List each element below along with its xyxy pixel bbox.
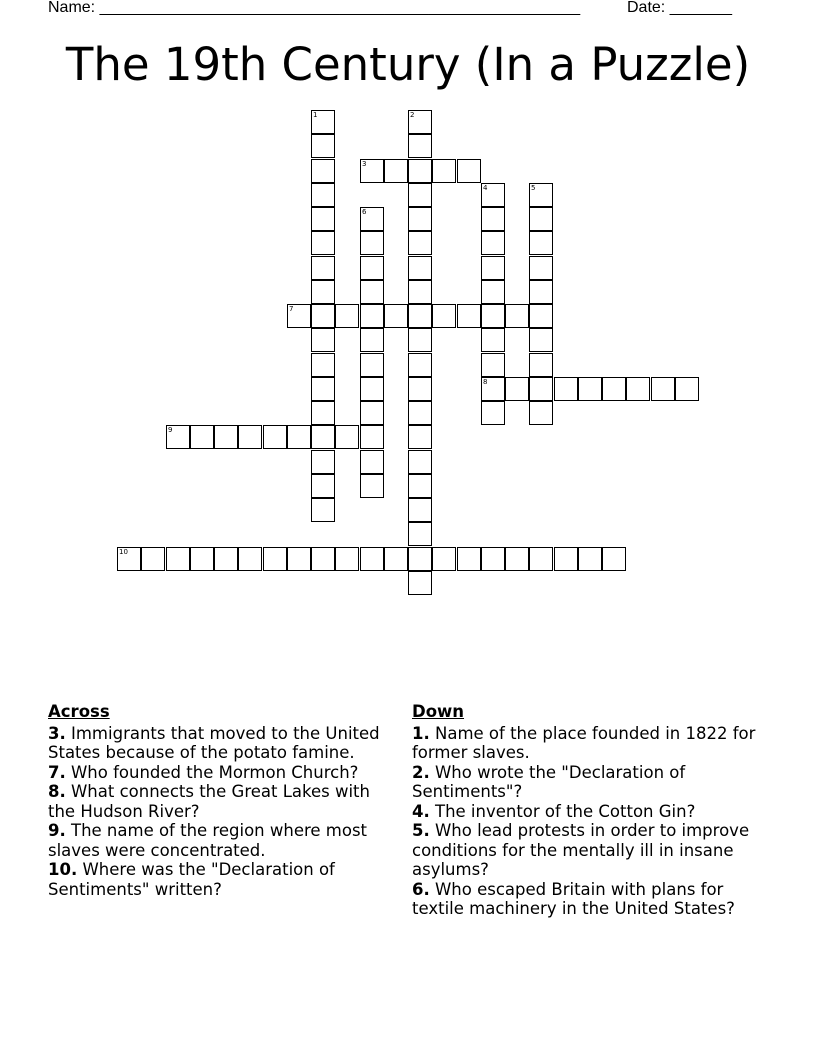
grid-cell[interactable] — [287, 304, 311, 328]
grid-cell[interactable] — [408, 110, 432, 134]
grid-cell[interactable] — [360, 328, 384, 352]
clue-number: 1 — [313, 111, 318, 119]
grid-cell[interactable] — [529, 377, 553, 401]
clue-item-text: Who wrote the "Declaration of Sentiments"? — [412, 762, 686, 801]
grid-cell[interactable] — [360, 425, 384, 449]
clue-item-number: 2. — [412, 762, 430, 782]
grid-cell[interactable] — [360, 280, 384, 304]
grid-cell[interactable] — [141, 547, 165, 571]
grid-cell[interactable] — [408, 304, 432, 328]
grid-cell[interactable] — [457, 304, 481, 328]
grid-cell[interactable] — [651, 377, 675, 401]
grid-cell[interactable] — [311, 304, 335, 328]
grid-cell[interactable] — [408, 571, 432, 595]
grid-cell[interactable] — [311, 207, 335, 231]
clue-item — [48, 860, 388, 899]
clue-item-number: 1. — [412, 723, 430, 743]
grid-cell[interactable] — [529, 328, 553, 352]
clue-item — [412, 802, 772, 822]
grid-cell[interactable] — [481, 280, 505, 304]
grid-cell[interactable] — [360, 547, 384, 571]
grid-cell[interactable] — [360, 450, 384, 474]
grid-cell[interactable] — [529, 353, 553, 377]
grid-cell[interactable] — [214, 547, 238, 571]
grid-cell[interactable] — [263, 547, 287, 571]
grid-cell[interactable] — [311, 110, 335, 134]
across-clues — [48, 702, 388, 899]
clue-number: 9 — [168, 426, 173, 434]
grid-cell[interactable] — [311, 183, 335, 207]
clue-number: 5 — [531, 184, 536, 192]
grid-cell[interactable] — [311, 134, 335, 158]
grid-cell[interactable] — [311, 231, 335, 255]
grid-cell[interactable] — [287, 547, 311, 571]
clue-item-text: The name of the region where most slaves were concentrated. — [48, 821, 368, 860]
grid-cell[interactable] — [505, 304, 529, 328]
clue-number: 10 — [119, 548, 128, 556]
grid-cell[interactable] — [481, 547, 505, 571]
grid-cell[interactable] — [335, 547, 359, 571]
grid-cell[interactable] — [214, 425, 238, 449]
grid-cell[interactable] — [311, 425, 335, 449]
grid-cell[interactable] — [408, 474, 432, 498]
grid-cell[interactable] — [190, 547, 214, 571]
grid-cell[interactable] — [529, 280, 553, 304]
grid-cell[interactable] — [529, 183, 553, 207]
grid-cell[interactable] — [360, 256, 384, 280]
grid-cell[interactable] — [408, 183, 432, 207]
grid-cell[interactable] — [529, 207, 553, 231]
grid-cell[interactable] — [238, 547, 262, 571]
grid-cell[interactable] — [578, 547, 602, 571]
grid-cell[interactable] — [311, 159, 335, 183]
clue-item-text: Who escaped Britain with plans for textile machinery in the United States? — [412, 879, 735, 918]
grid-cell[interactable] — [166, 425, 190, 449]
grid-cell[interactable] — [408, 159, 432, 183]
grid-cell[interactable] — [602, 377, 626, 401]
grid-cell[interactable] — [408, 256, 432, 280]
grid-cell[interactable] — [311, 450, 335, 474]
grid-cell[interactable] — [311, 377, 335, 401]
grid-cell[interactable] — [311, 256, 335, 280]
grid-cell[interactable] — [384, 547, 408, 571]
grid-cell[interactable] — [529, 231, 553, 255]
grid-cell[interactable] — [408, 353, 432, 377]
grid-cell[interactable] — [481, 256, 505, 280]
clue-item-number: 7. — [48, 762, 66, 782]
clue-item-text: Who lead protests in order to improve conditions for the mentally ill in insane asylums? — [412, 821, 750, 879]
grid-cell[interactable] — [408, 231, 432, 255]
clue-number: 2 — [410, 111, 415, 119]
grid-cell[interactable] — [263, 425, 287, 449]
grid-cell[interactable] — [360, 401, 384, 425]
down-clues — [412, 702, 772, 919]
clue-item-number: 8. — [48, 782, 66, 801]
grid-cell[interactable] — [117, 547, 141, 571]
clue-item — [412, 821, 772, 880]
down-heading: Down — [412, 702, 465, 721]
clue-item-text: What connects the Great Lakes with the Hudson River? — [48, 782, 370, 821]
grid-cell[interactable] — [505, 377, 529, 401]
grid-cell[interactable] — [554, 377, 578, 401]
grid-cell[interactable] — [675, 377, 699, 401]
date-field[interactable]: Date: _______ — [627, 0, 732, 16]
grid-cell[interactable] — [311, 474, 335, 498]
grid-cell[interactable] — [311, 353, 335, 377]
clue-number: 4 — [483, 184, 488, 192]
across-heading: Across — [48, 702, 110, 721]
grid-cell[interactable] — [481, 353, 505, 377]
clue-number: 3 — [362, 160, 367, 168]
grid-cell[interactable] — [481, 231, 505, 255]
clue-item — [48, 724, 388, 763]
grid-cell[interactable] — [408, 498, 432, 522]
grid-cell[interactable] — [408, 280, 432, 304]
name-field[interactable]: Name: ______________________________________________________ — [48, 0, 581, 16]
grid-cell[interactable] — [360, 231, 384, 255]
grid-cell[interactable] — [554, 547, 578, 571]
grid-cell[interactable] — [311, 498, 335, 522]
grid-cell[interactable] — [311, 547, 335, 571]
grid-cell[interactable] — [602, 547, 626, 571]
clue-item — [48, 763, 388, 783]
grid-cell[interactable] — [190, 425, 214, 449]
grid-cell[interactable] — [408, 425, 432, 449]
grid-cell[interactable] — [408, 522, 432, 546]
grid-cell[interactable] — [408, 547, 432, 571]
grid-cell[interactable] — [481, 304, 505, 328]
grid-cell[interactable] — [481, 328, 505, 352]
grid-cell[interactable] — [529, 304, 553, 328]
clue-number: 7 — [289, 305, 294, 313]
grid-cell[interactable] — [408, 134, 432, 158]
clue-item-number: 5. — [412, 821, 430, 840]
grid-cell[interactable] — [408, 401, 432, 425]
grid-cell[interactable] — [335, 425, 359, 449]
grid-cell[interactable] — [481, 183, 505, 207]
clue-item-text: Who founded the Mormon Church? — [65, 762, 359, 782]
grid-cell[interactable] — [481, 207, 505, 231]
clue-item-text: The inventor of the Cotton Gin? — [429, 801, 696, 821]
clue-item — [412, 880, 772, 919]
clue-item-text: Name of the place founded in 1822 for former slaves. — [412, 723, 756, 762]
grid-cell[interactable] — [360, 159, 384, 183]
clue-item — [412, 763, 772, 802]
clue-item-text: Immigrants that moved to the United States because of the potato famine. — [48, 723, 380, 762]
grid-cell[interactable] — [238, 425, 262, 449]
grid-cell[interactable] — [360, 353, 384, 377]
grid-cell[interactable] — [626, 377, 650, 401]
grid-cell[interactable] — [529, 401, 553, 425]
grid-cell[interactable] — [311, 280, 335, 304]
grid-cell[interactable] — [457, 159, 481, 183]
clue-item — [48, 782, 388, 821]
grid-cell[interactable] — [360, 207, 384, 231]
clue-item-text: Where was the "Declaration of Sentiments" written? — [48, 860, 335, 899]
clue-number: 6 — [362, 208, 367, 216]
clue-item-number: 3. — [48, 723, 66, 743]
clue-item-number: 9. — [48, 821, 66, 840]
grid-cell[interactable] — [457, 547, 481, 571]
grid-cell[interactable] — [481, 377, 505, 401]
clue-item-number: 4. — [412, 801, 430, 821]
grid-cell[interactable] — [432, 547, 456, 571]
grid-cell[interactable] — [578, 377, 602, 401]
grid-cell[interactable] — [360, 474, 384, 498]
grid-cell[interactable] — [360, 304, 384, 328]
grid-cell[interactable] — [311, 328, 335, 352]
clue-item-number: 10. — [48, 860, 78, 879]
grid-cell[interactable] — [384, 304, 408, 328]
grid-cell[interactable] — [505, 547, 529, 571]
grid-cell[interactable] — [384, 159, 408, 183]
grid-cell[interactable] — [408, 328, 432, 352]
grid-cell[interactable] — [166, 547, 190, 571]
grid-cell[interactable] — [432, 159, 456, 183]
puzzle-title: The 19th Century (In a Puzzle) — [65, 38, 751, 91]
grid-cell[interactable] — [335, 304, 359, 328]
grid-cell[interactable] — [360, 377, 384, 401]
grid-cell[interactable] — [529, 547, 553, 571]
clue-number: 8 — [483, 378, 488, 386]
grid-cell[interactable] — [408, 207, 432, 231]
grid-cell[interactable] — [408, 450, 432, 474]
grid-cell[interactable] — [481, 401, 505, 425]
grid-cell[interactable] — [311, 401, 335, 425]
grid-cell[interactable] — [408, 377, 432, 401]
grid-cell[interactable] — [287, 425, 311, 449]
clue-item — [412, 724, 772, 763]
grid-cell[interactable] — [529, 256, 553, 280]
clue-item-number: 6. — [412, 879, 430, 899]
clue-item — [48, 821, 388, 860]
grid-cell[interactable] — [432, 304, 456, 328]
